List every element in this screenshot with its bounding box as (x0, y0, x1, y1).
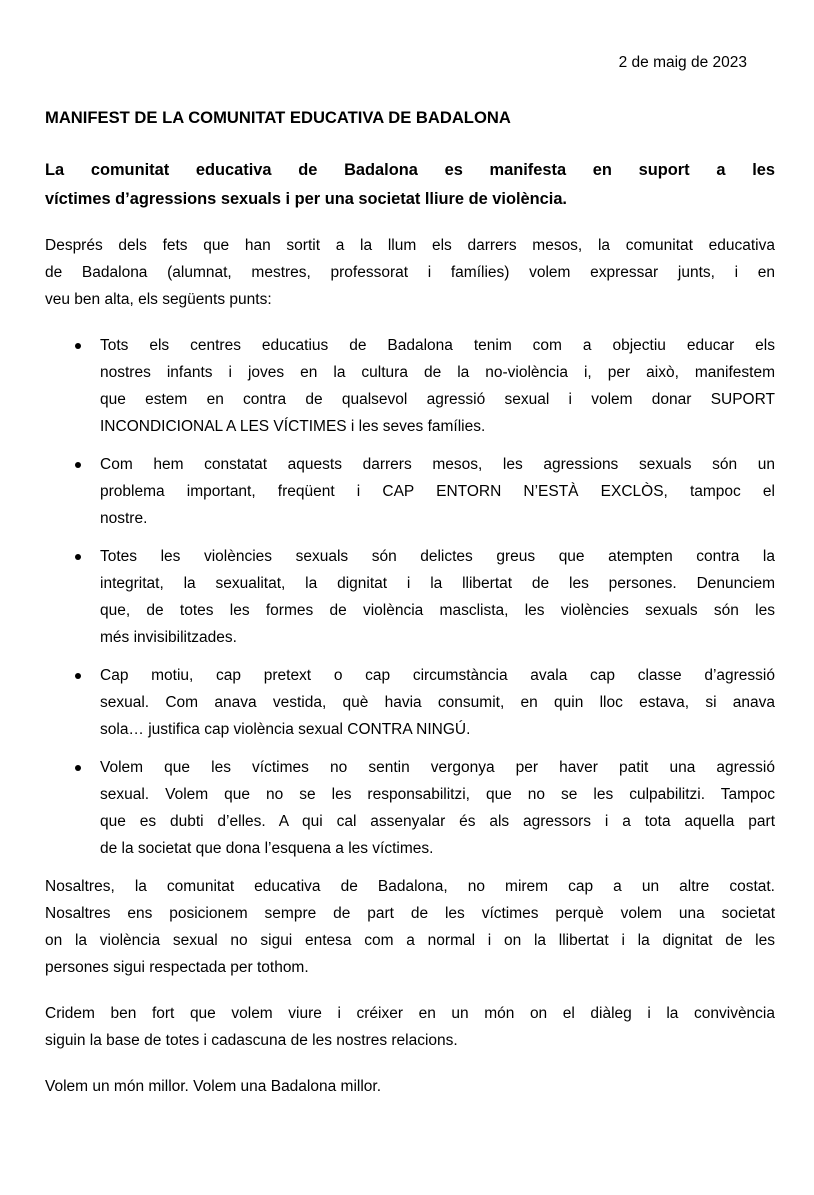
paragraph-line: que estem en contra de qualsevol agressió sexual i volem donar SUPORT (100, 391, 775, 408)
closing-paragraph (45, 873, 775, 981)
paragraph-line: sexual. Com anava vestida, què havia consumit, en quin lloc estava, si anava (100, 694, 775, 711)
list-item (45, 451, 775, 532)
bullet-marker (75, 343, 81, 349)
intro-paragraph (45, 232, 775, 313)
paragraph-line: Totes les violències sexuals són delictes greus que atempten contra la (100, 548, 775, 565)
paragraph-line: sexual. Volem que no se les responsabilitzi, que no se les culpabilitzi. Tampoc (100, 786, 775, 803)
paragraph-line: més invisibilitzades. (100, 629, 237, 646)
paragraph-line: on la violència sexual no sigui entesa com a normal i on la llibertat i la dignitat de les (45, 932, 775, 949)
bullet-marker (75, 462, 81, 468)
subtitle-line: víctimes d’agressions sexuals i per una societat lliure de violència. (45, 190, 567, 208)
paragraph-line: nostre. (100, 510, 148, 527)
closing-paragraph (45, 1000, 775, 1054)
paragraph-line: persones sigui respectada per tothom. (45, 959, 309, 976)
paragraph-line: integritat, la sexualitat, la dignitat i la llibertat de les persones. Denunciem (100, 575, 775, 592)
paragraph-line: Com hem constatat aquests darrers mesos, les agressions sexuals són un (100, 456, 775, 473)
bullet-marker (75, 673, 81, 679)
paragraph-line: Tots els centres educatius de Badalona tenim com a objectiu educar els (100, 337, 775, 354)
paragraph-line: Volem que les víctimes no sentin vergonya per haver patit una agressió (100, 759, 775, 776)
paragraph-line: veu ben alta, els següents punts: (45, 291, 272, 308)
paragraph-line: de Badalona (alumnat, mestres, professorat i famílies) volem expressar junts, i en (45, 264, 775, 281)
list-item (45, 662, 775, 743)
document-date: 2 de maig de 2023 (618, 54, 747, 71)
bullet-marker (75, 765, 81, 771)
list-item (45, 332, 775, 440)
paragraph-line: que es dubti d’elles. A qui cal assenyalar és als agressors i a tota aquella part (100, 813, 775, 830)
paragraph-line: Nosaltres ens posicionem sempre de part de les víctimes perquè volem una societat (45, 905, 775, 922)
document-title: MANIFEST DE LA COMUNITAT EDUCATIVA DE BADALONA (45, 108, 511, 127)
paragraph-line: Cridem ben fort que volem viure i créixer en un món on el diàleg i la convivència (45, 1005, 775, 1022)
manifest-points-list (45, 332, 775, 862)
bullet-marker (75, 554, 81, 560)
paragraph-line: de la societat que dona l’esquena a les víctimes. (100, 840, 434, 857)
list-item (45, 754, 775, 862)
paragraph-line: problema important, freqüent i CAP ENTORN N’ESTÀ EXCLÒS, tampoc el (100, 483, 775, 500)
document-subtitle (45, 156, 775, 214)
paragraph-line: Cap motiu, cap pretext o cap circumstància avala cap classe d’agressió (100, 667, 775, 684)
closing-paragraph (45, 1073, 775, 1100)
paragraph-line: Nosaltres, la comunitat educativa de Badalona, no mirem cap a un altre costat. (45, 878, 775, 895)
paragraph-line: INCONDICIONAL A LES VÍCTIMES i les seves famílies. (100, 418, 486, 435)
paragraph-line: siguin la base de totes i cadascuna de les nostres relacions. (45, 1032, 458, 1049)
list-item (45, 543, 775, 651)
subtitle-line: La comunitat educativa de Badalona es manifesta en suport a les (45, 161, 775, 179)
paragraph-line: Volem un món millor. Volem una Badalona millor. (45, 1078, 382, 1095)
paragraph-line: que, de totes les formes de violència masclista, les violències sexuals són les (100, 602, 775, 619)
paragraph-line: Després dels fets que han sortit a la llum els darrers mesos, la comunitat educativa (45, 237, 775, 254)
paragraph-line: nostres infants i joves en la cultura de la no-violència i, per això, manifestem (100, 364, 775, 381)
paragraph-line: sola… justifica cap violència sexual CONTRA NINGÚ. (100, 721, 471, 738)
